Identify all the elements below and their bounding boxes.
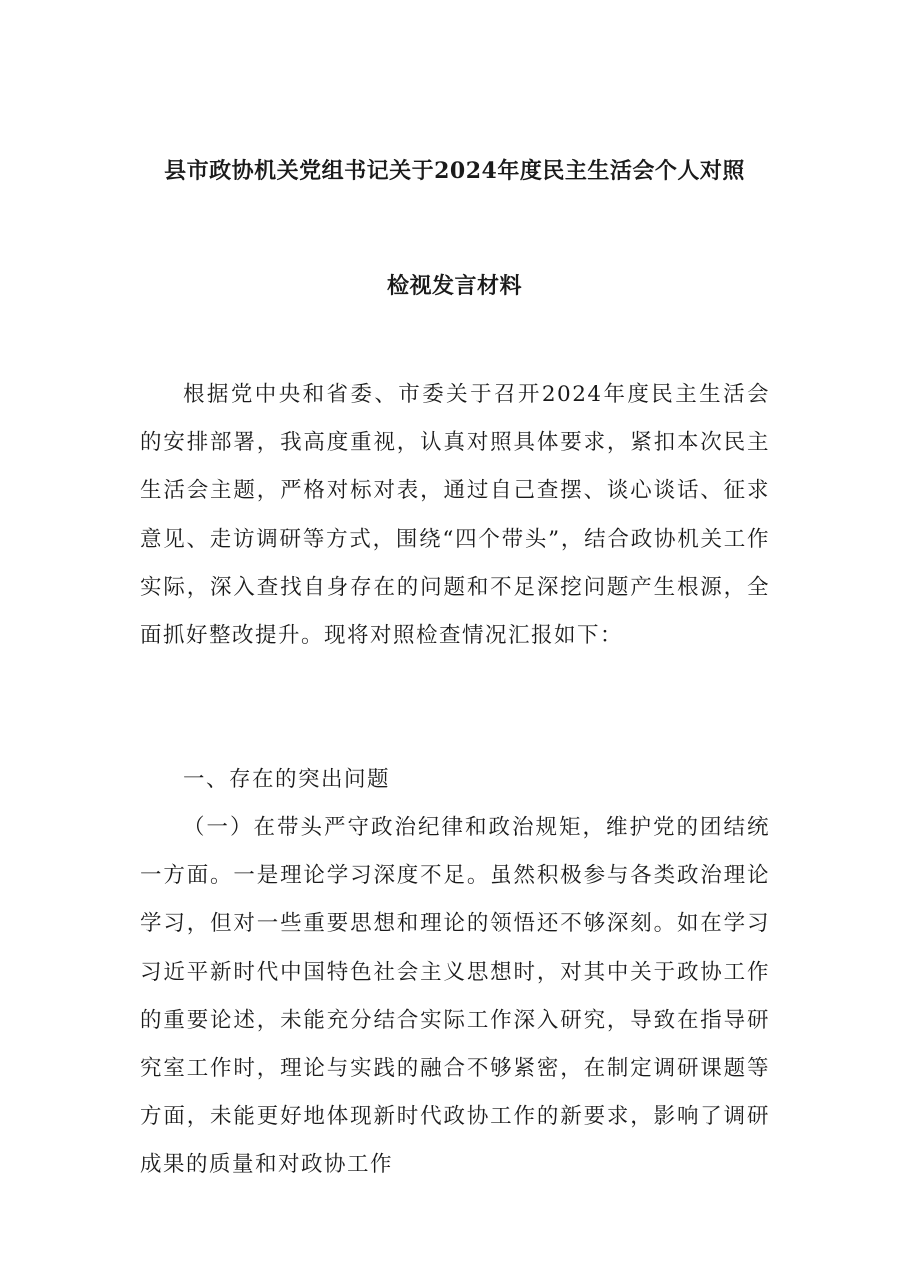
document-title-line-1: 县市政协机关党组书记关于2024年度民主生活会个人对照 — [164, 158, 745, 184]
document-title-line-2: 检视发言材料 — [386, 273, 522, 299]
section-heading: 一、存在的突出问题 — [183, 767, 391, 792]
intro-paragraph: 根据党中央和省委、市委关于召开2024年度民主生活会的安排部署，我高度重视，认真对照具体要求，紧扣本次民主生活会主题，严格对标对表，通过自己查摆、谈心谈话、征求意见、走访调研等方式，围绕“四个带头”，结合政协机关工作实际，深入查找自身存在的问题和不足深挖问题产生根源，全面抓好整改提升。现将对照检查情况汇报如下： — [140, 382, 770, 649]
body-paragraph: （一）在带头严守政治纪律和政治规矩，维护党的团结统一方面。一是理论学习深度不足。虽然积极参与各类政治理论学习，但对一些重要思想和理论的领悟还不够深刻。如在学习习近平新时代中国特色社会主义思想时，对其中关于政协工作的重要论述，未能充分结合实际工作深入研究，导致在指导研究室工作时，理论与实践的融合不够紧密，在制定调研课题等方面，未能更好地体现新时代政协工作的新要求，影响了调研成果的质量和对政协工作 — [140, 815, 770, 1178]
document-body — [140, 371, 770, 1271]
